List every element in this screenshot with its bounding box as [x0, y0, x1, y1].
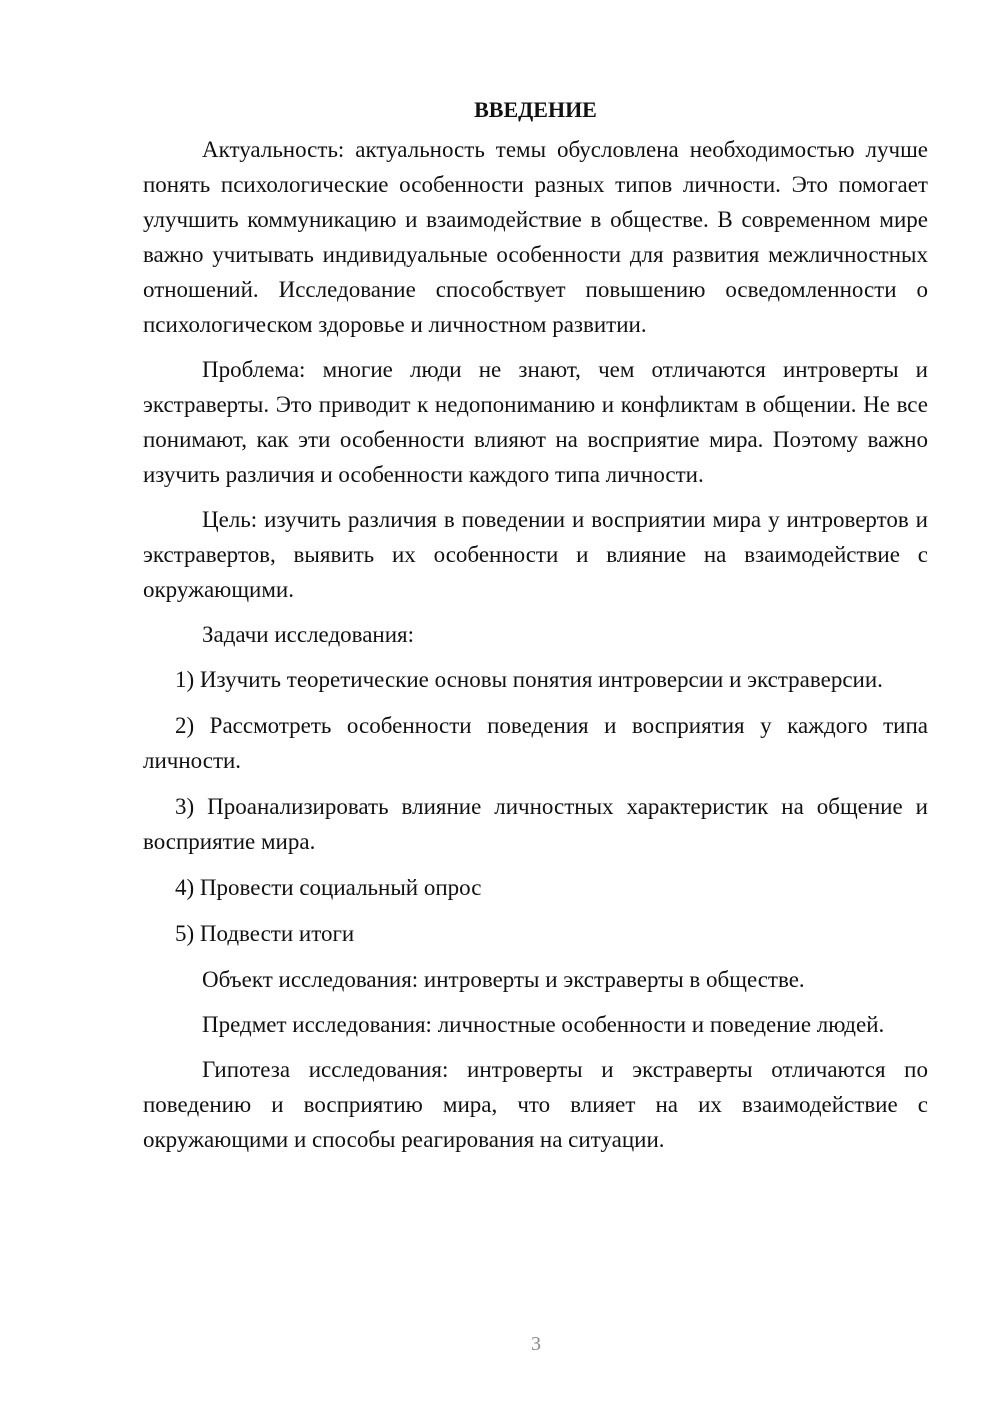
- section-title: ВВЕДЕНИЕ: [474, 97, 597, 122]
- paragraph-goal: Цель: изучить различия в поведении и восприятии мира у интровертов и экстравертов, выявить их особенности и влияние на взаимодействие с окружающими.: [143, 507, 928, 602]
- tasks-list: [143, 662, 928, 951]
- paragraph-hypothesis: Гипотеза исследования: интроверты и экстраверты отличаются по поведению и восприятию мира, что влияет на их взаимодействие с окружающими и способы реагирования на ситуации.: [143, 1057, 928, 1152]
- tasks-heading: Задачи исследования:: [202, 622, 415, 647]
- paragraph-object: Объект исследования: интроверты и экстраверты в обществе.: [202, 967, 805, 992]
- task-item: 2) Рассмотреть особенности поведения и восприятия у каждого типа личности.: [143, 713, 928, 773]
- task-item: 3) Проанализировать влияние личностных характеристик на общение и восприятие мира.: [143, 794, 928, 854]
- paragraph-problem: Проблема: многие люди не знают, чем отличаются интроверты и экстраверты. Это приводит к недопониманию и конфликтам в общении. Не все понимают, как эти особенности влияют на восприятие мира. Поэтому важно изучить различия и особенности каждого типа личности.: [143, 357, 928, 487]
- page-number: 3: [531, 1333, 541, 1355]
- task-item: 4) Провести социальный опрос: [175, 875, 482, 900]
- task-item: 5) Подвести итоги: [175, 921, 355, 946]
- paragraph-subject: Предмет исследования: личностные особенности и поведение людей.: [202, 1012, 885, 1037]
- task-item: 1) Изучить теоретические основы понятия интроверсии и экстраверсии.: [175, 667, 883, 692]
- paragraph-actuality: Актуальность: актуальность темы обусловлена необходимостью лучше понять психологические особенности разных типов личности. Это помогает улучшить коммуникацию и взаимодействие в обществе. В современном мире важно учитывать индивидуальные особенности для развития межличностных отношений. Исследование способствует повышению осведомленности о психологическом здоровье и личностном развитии.: [143, 137, 928, 337]
- document-page: [143, 92, 928, 1167]
